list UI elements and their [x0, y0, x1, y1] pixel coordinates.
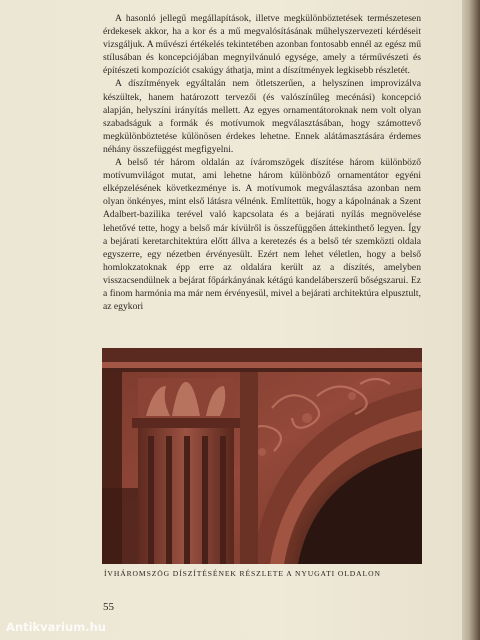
body-text [103, 12, 421, 313]
photo-caption: ÍVHÁROMSZÖG DÍSZÍTÉSÉNEK RÉSZLETE A NYUGATI OLDALON [104, 569, 381, 578]
page-number: 55 [103, 601, 114, 613]
marble-relief-image [102, 348, 422, 564]
architectural-photo [102, 348, 422, 564]
paragraph-1: A hasonló jellegű megállapítások, illetve megkülönböztetések természetesen érdekesek akkor, ha a kor és a mű megvalósításának műhelyszervezeti kérdéseit vizsgáljuk. A művészi értékelés tekintetében azonban fontosabb ennél az egész mű stílusában és koncepciójában megnyilvánuló egysége, amely a térművészeti és építészeti kompozíciót csakúgy áthatja, mint a díszítmények legkisebb részletét. [103, 13, 421, 77]
paragraph-3: A belső tér három oldalán az íváromszögek díszítése három különböző motívumvilágot mutat, ami lehetne három különböző ornamentátor egyéni elképzelésének következménye is. A motívumok megválasztása azonban nem olyan önkényes, mint első látásra vélnénk. Említettük, hogy a kápolnának a Szent Adalbert-bazilika terével való kapcsolata és a bejárati nyílás megnövelése lehetővé tette, hogy a belső már kívülről is összefüggően áttekinthető legyen. Így a bejárati keretarchitektúra előtt állva a keretezés és a belső tér szemközti oldala egyszerre, egy nézetben érvényesült. Ezért nem lehet véletlen, hogy a belső homlokzatoknak épp erre az oldalára került az a díszítés, amelyben visszacsendülnek a bejárat főpárkányának kétágú kandeláberszerű bőségszarui. Ez a finom harmónia ma már nem érvényesül, mivel a bejárati architektúra elpusztult, az egykori [103, 157, 421, 313]
page-edge [462, 0, 480, 640]
watermark-text: Antikvarium.hu [6, 620, 106, 634]
paragraph-2: A díszítmények egyáltalán nem ötletszerűen, a helyszínen improvizálva készültek, hanem határozott tervezői (és valószínűleg mecénási) koncepció alapján, helyszíni irányítás mellett. Az egyes ornamentátoroknak nem volt olyan szabadságuk a formák és motívumok megválasztásában, hogy számottevő megkülönböztetése különösen érdekes lehetne. Ennek alátámasztására érdemes néhány összefüggést megfigyelni. [103, 78, 421, 155]
